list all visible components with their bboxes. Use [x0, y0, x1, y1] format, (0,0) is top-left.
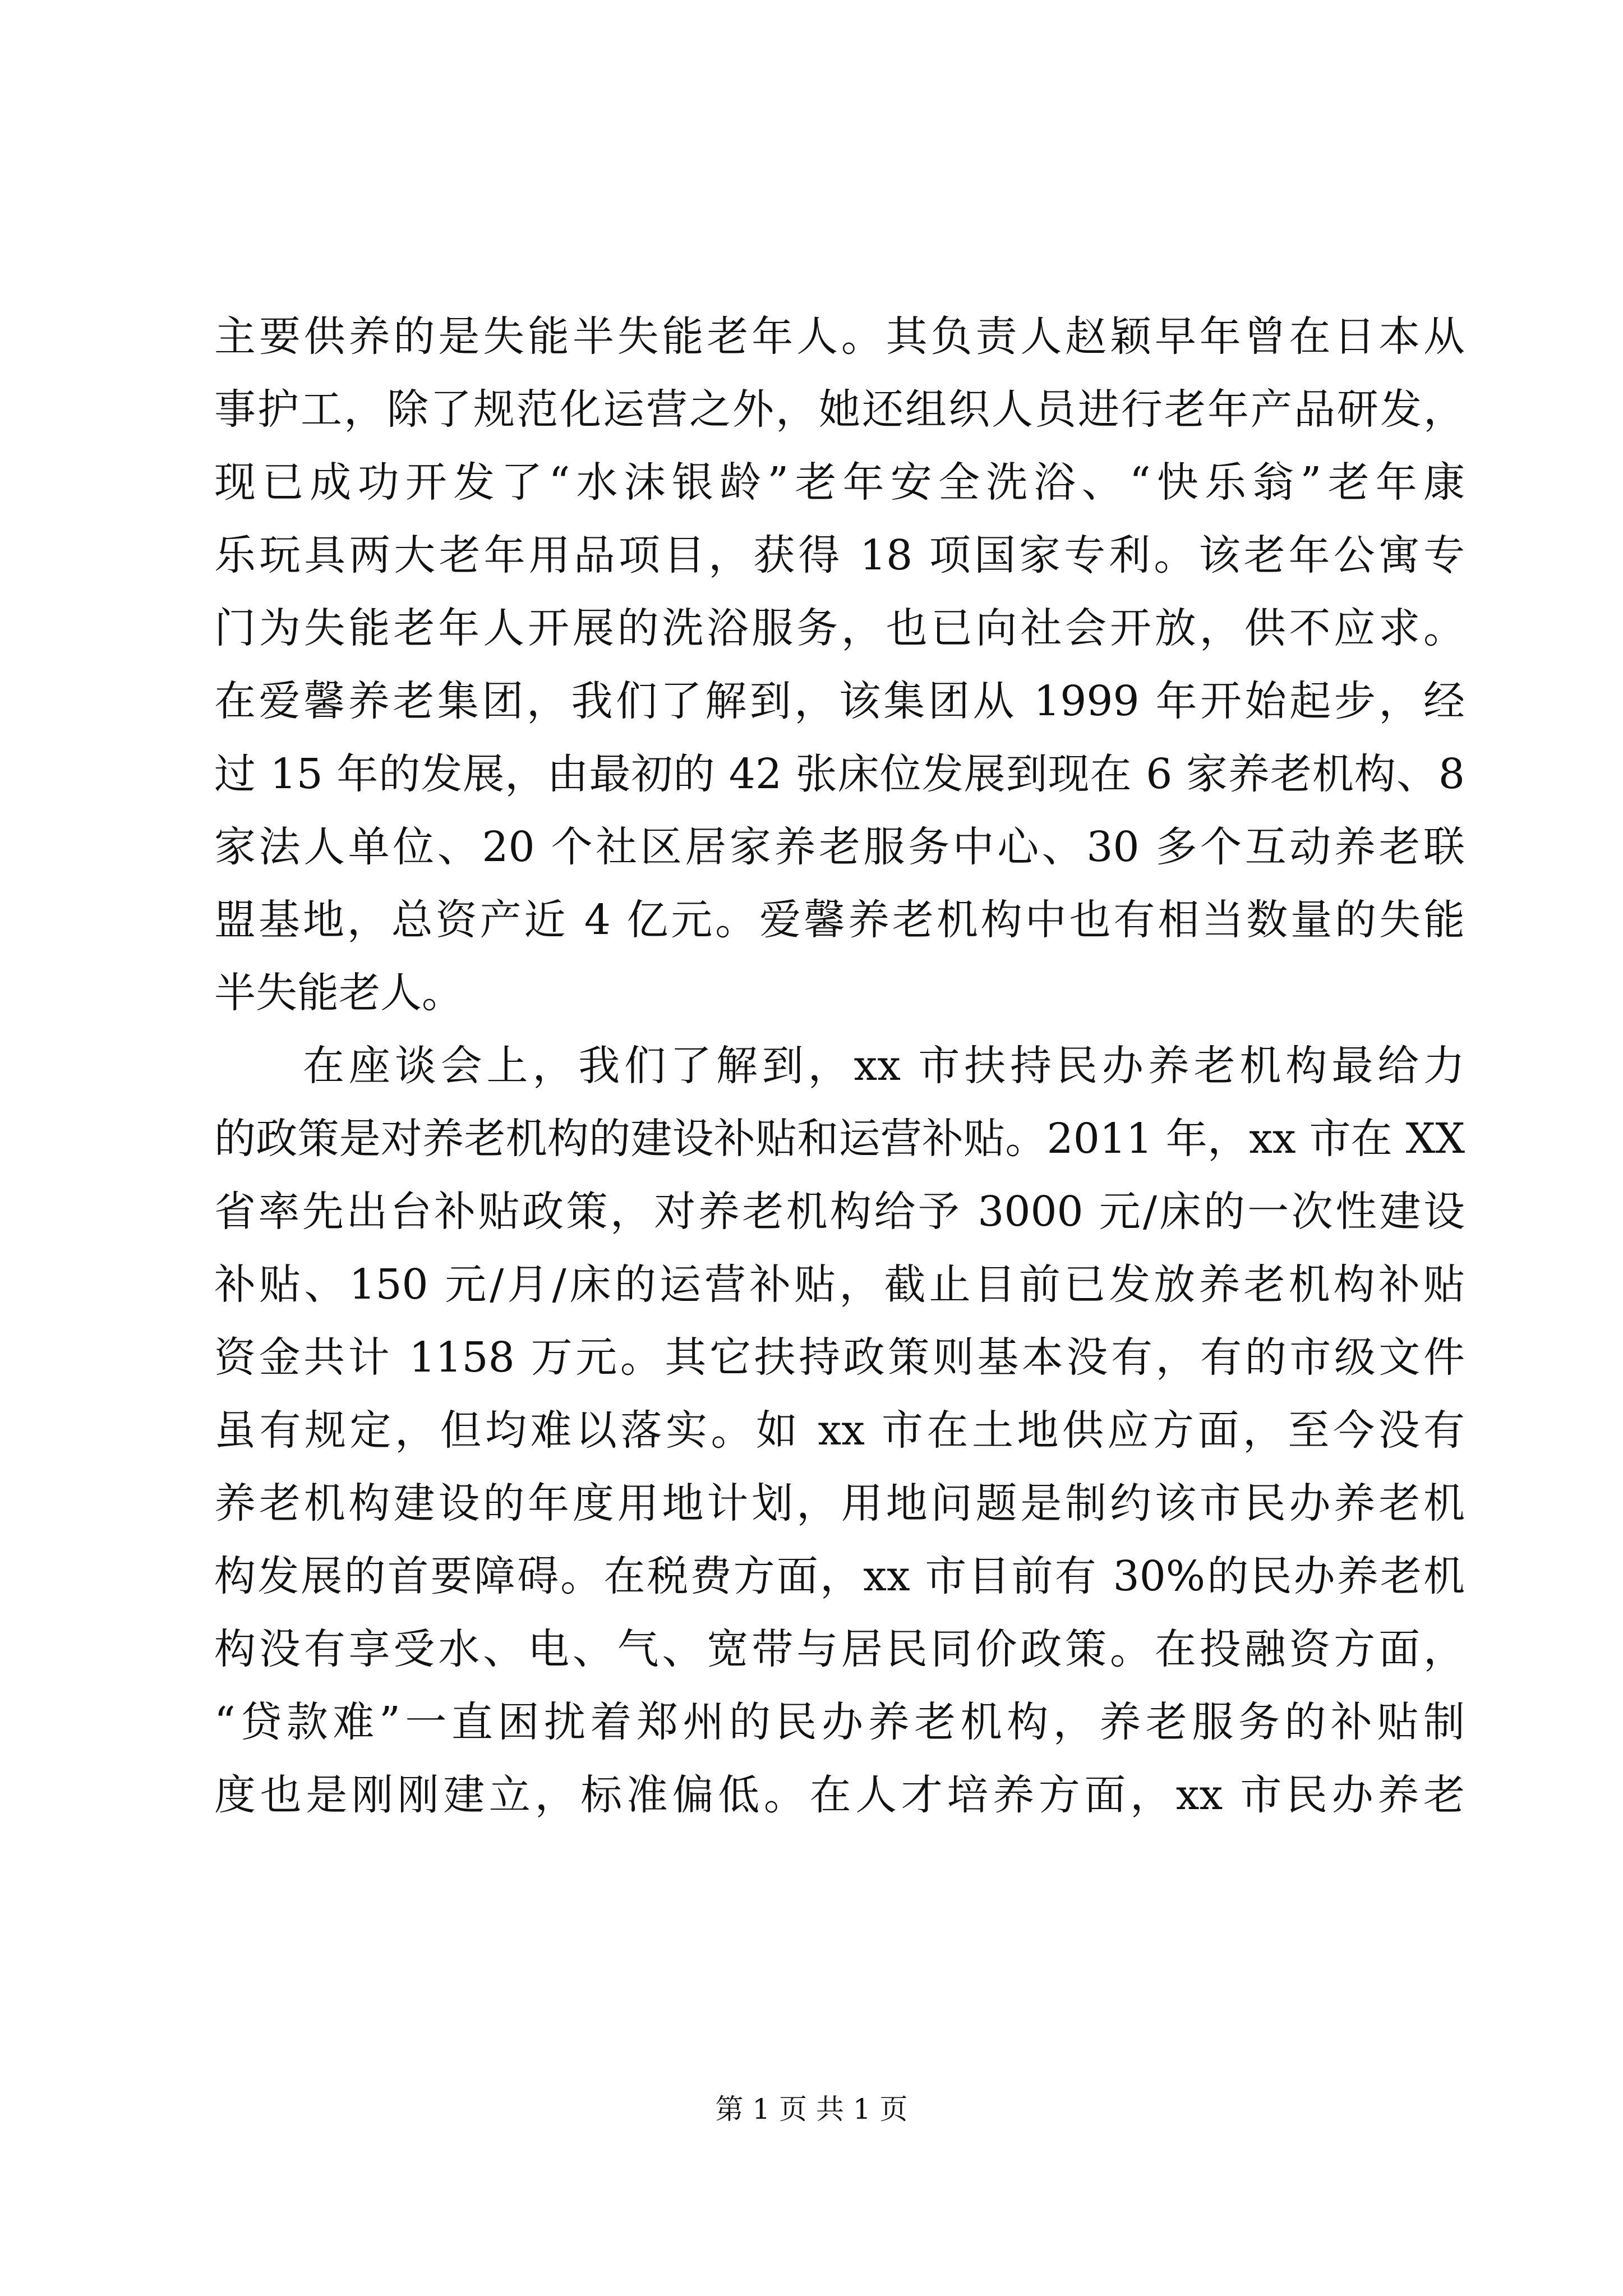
- text-line-10: 半失能老人。: [214, 969, 463, 1017]
- text-line-1: 主要供养的是失能半失能老年人。其负责人赵颖早年曾在日本从: [214, 312, 1465, 361]
- text-line-5: 门为失能老年人开展的洗浴服务，也已向社会开放，供不应求。: [214, 604, 1465, 652]
- text-line-6: 在爱馨养老集团，我们了解到，该集团从 1999 年开始起步，经: [214, 677, 1465, 725]
- text-line-14: 补贴、150 元/月/床的运营补贴，截止目前已发放养老机构补贴: [214, 1260, 1465, 1309]
- text-line-8: 家法人单位、20 个社区居家养老服务中心、30 多个互动养老联: [214, 823, 1465, 871]
- paragraph-2-first-line: 在座谈会上，我们了解到，xx 市扶持民办养老机构最给力: [303, 1042, 1465, 1090]
- text-line-7: 过 15 年的发展，由最初的 42 张床位发展到现在 6 家养老机构、8: [214, 750, 1465, 798]
- text-line-16: 虽有规定，但均难以落实。如 xx 市在土地供应方面，至今没有: [214, 1406, 1465, 1455]
- text-line-18: 构发展的首要障碍。在税费方面，xx 市目前有 30%的民办养老机: [214, 1552, 1465, 1600]
- text-line-15: 资金共计 1158 万元。其它扶持政策则基本没有，有的市级文件: [214, 1333, 1465, 1382]
- text-line-4: 乐玩具两大老年用品项目，获得 18 项国家专利。该老年公寓专: [214, 531, 1465, 579]
- page-number-footer: 第 1 页 共 1 页: [715, 2093, 908, 2125]
- text-line-3: 现已成功开发了“水沫银龄”老年安全洗浴、“快乐翁”老年康: [214, 458, 1465, 507]
- text-line-2: 事护工，除了规范化运营之外，她还组织人员进行老年产品研发，: [214, 385, 1465, 434]
- text-line-17: 养老机构建设的年度用地计划，用地问题是制约该市民办养老机: [214, 1479, 1465, 1527]
- text-line-9: 盟基地，总资产近 4 亿元。爱馨养老机构中也有相当数量的失能: [214, 896, 1465, 944]
- text-line-20: “贷款难”一直困扰着郑州的民办养老机构，养老服务的补贴制: [214, 1698, 1465, 1746]
- text-line-21: 度也是刚刚建立，标准偏低。在人才培养方面，xx 市民办养老: [214, 1771, 1465, 1819]
- text-line-13: 省率先出台补贴政策，对养老机构给予 3000 元/床的一次性建设: [214, 1188, 1465, 1236]
- text-line-12: 的政策是对养老机构的建设补贴和运营补贴。2011 年，xx 市在 XX: [214, 1115, 1465, 1163]
- text-line-19: 构没有享受水、电、气、宽带与居民同价政策。在投融资方面，: [214, 1625, 1465, 1673]
